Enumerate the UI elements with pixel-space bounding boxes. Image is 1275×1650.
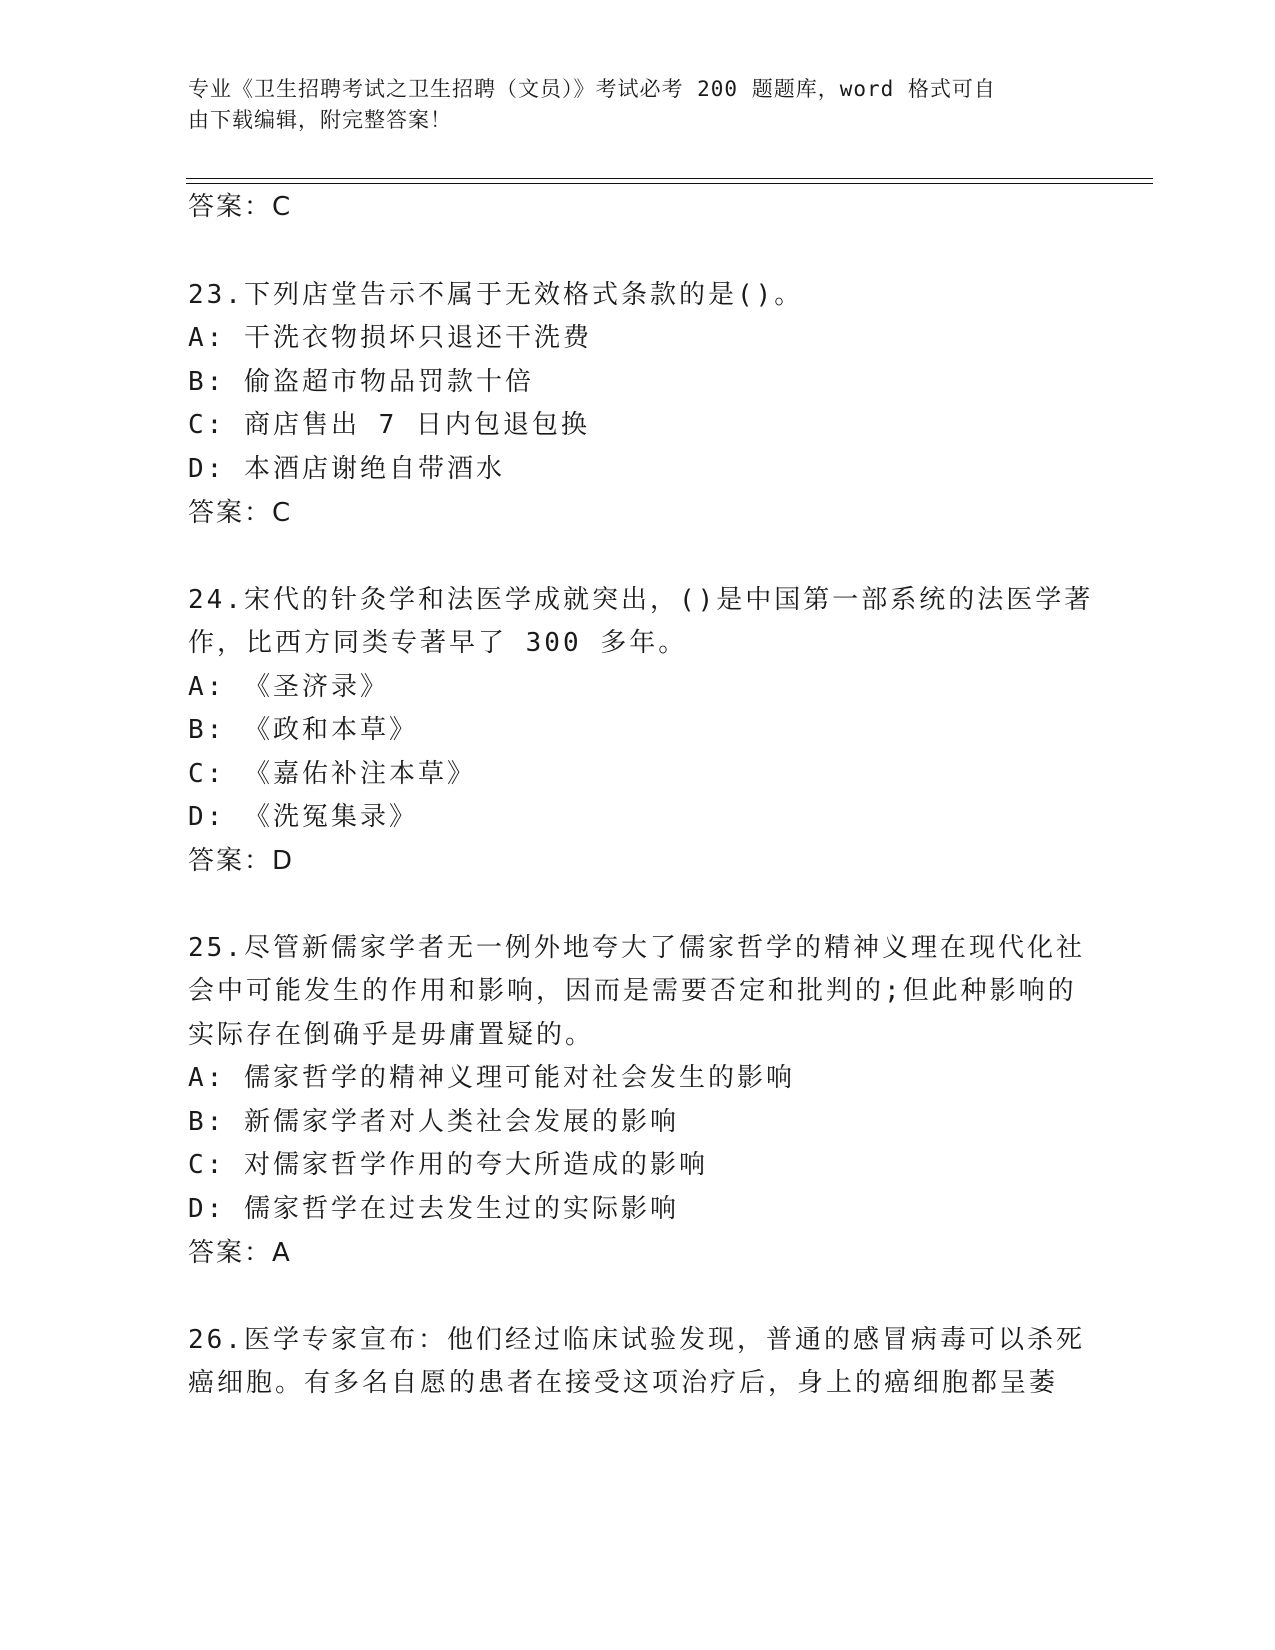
header-divider-bottom bbox=[186, 183, 1153, 184]
header-line-1: 专业《卫生招聘考试之卫生招聘（文员）》考试必考 200 题题库，word 格式可自 bbox=[188, 77, 996, 101]
header-line-2: 由下载编辑，附完整答案！ bbox=[188, 108, 452, 132]
question-25-answer: 答案：A bbox=[188, 1238, 292, 1268]
question-23-option-d: D: 本酒店谢绝自带酒水 bbox=[188, 454, 505, 484]
answer-prev: 答案：C bbox=[188, 192, 293, 222]
question-24-answer: 答案：D bbox=[188, 846, 295, 876]
question-25-stem-line-1: 25.尽管新儒家学者无一例外地夸大了儒家哲学的精神义理在现代化社 bbox=[188, 933, 1085, 963]
question-23-answer: 答案：C bbox=[188, 498, 293, 528]
question-24-option-d: D: 《洗冤集录》 bbox=[188, 802, 418, 832]
question-26-stem-line-1: 26.医学专家宣布：他们经过临床试验发现，普通的感冒病毒可以杀死 bbox=[188, 1325, 1085, 1355]
question-23-option-c: C: 商店售出 7 日内包退包换 bbox=[188, 410, 590, 440]
document-header bbox=[188, 74, 1068, 136]
question-23-stem: 23.下列店堂告示不属于无效格式条款的是()。 bbox=[188, 280, 804, 310]
question-25-option-b: B: 新儒家学者对人类社会发展的影响 bbox=[188, 1107, 679, 1137]
question-25-stem-line-2: 会中可能发生的作用和影响，因而是需要否定和批判的;但此种影响的 bbox=[188, 976, 1077, 1006]
question-24-option-b: B: 《政和本草》 bbox=[188, 715, 418, 745]
question-24-stem-line-1: 24.宋代的针灸学和法医学成就突出，()是中国第一部系统的法医学著 bbox=[188, 585, 1094, 615]
question-26-stem-line-2: 癌细胞。有多名自愿的患者在接受这项治疗后，身上的癌细胞都呈萎 bbox=[188, 1368, 1059, 1398]
question-25-option-c: C: 对儒家哲学作用的夸大所造成的影响 bbox=[188, 1150, 708, 1180]
question-25-option-a: A: 儒家哲学的精神义理可能对社会发生的影响 bbox=[188, 1063, 795, 1093]
question-24-stem-line-2: 作，比西方同类专著早了 300 多年。 bbox=[188, 628, 688, 658]
question-24-option-c: C: 《嘉佑补注本草》 bbox=[188, 759, 476, 789]
question-23-option-b: B: 偷盗超市物品罚款十倍 bbox=[188, 367, 534, 397]
question-24-option-a: A: 《圣济录》 bbox=[188, 672, 389, 702]
question-25-stem-line-3: 实际存在倒确乎是毋庸置疑的。 bbox=[188, 1020, 595, 1050]
question-25-option-d: D: 儒家哲学在过去发生过的实际影响 bbox=[188, 1194, 679, 1224]
question-23-option-a: A: 干洗衣物损坏只退还干洗费 bbox=[188, 323, 592, 353]
header-divider-top bbox=[186, 178, 1153, 179]
